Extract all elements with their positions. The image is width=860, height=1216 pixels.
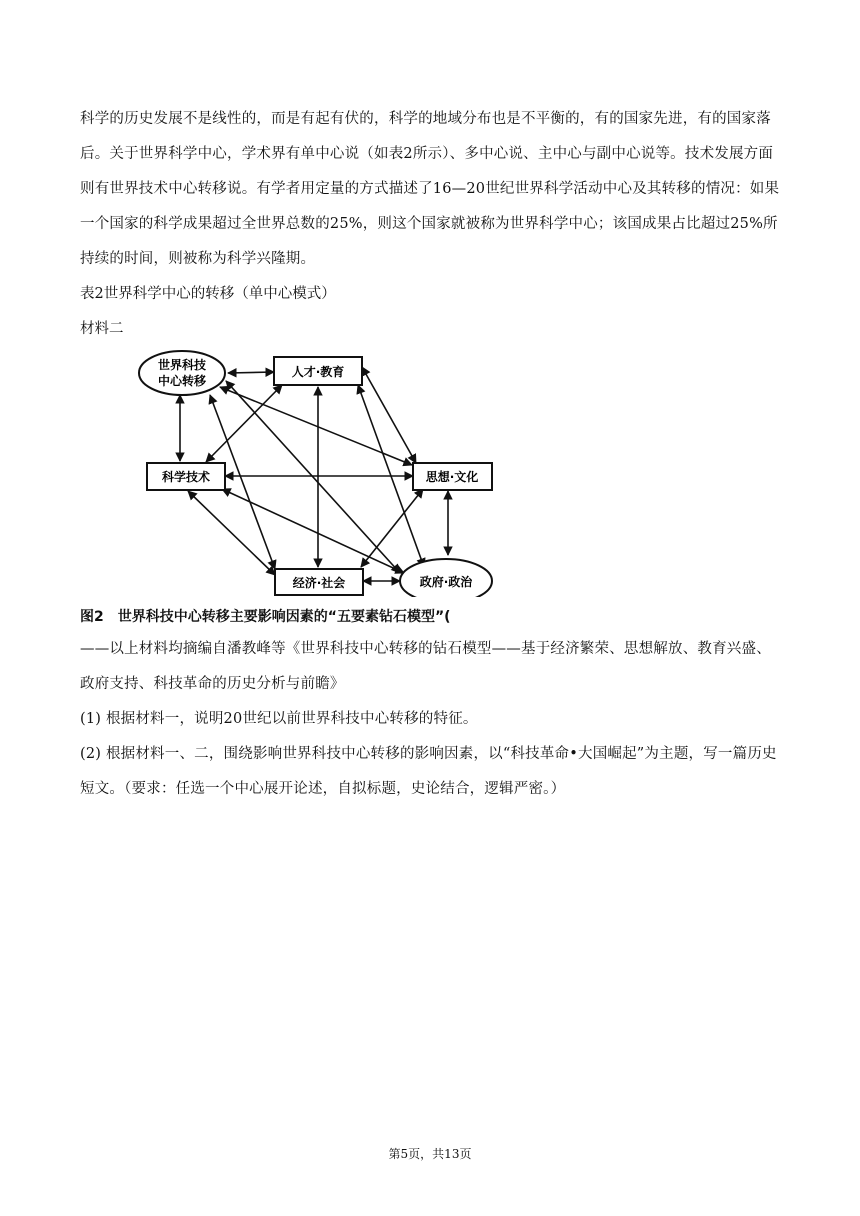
node-thought-culture: 思想·文化 bbox=[425, 470, 479, 484]
node-center-line2: 中心转移 bbox=[157, 374, 207, 388]
node-science-technology: 科学技术 bbox=[161, 470, 211, 484]
source-note: ——以上材料均摘编自潘教峰等《世界科技中心转移的钻石模型——基于经济繁荣、思想解放、教育兴盛、政府支持、科技革命的历史分析与前瞻》 bbox=[80, 641, 771, 692]
node-talent-education: 人才·教育 bbox=[291, 365, 345, 379]
node-government-politics: 政府·政治 bbox=[419, 575, 473, 589]
table-caption: 表2世界科学中心的转移（单中心模式） bbox=[80, 286, 336, 302]
diamond-model-diagram bbox=[132, 345, 512, 597]
node-center-line1: 世界科技 bbox=[157, 358, 207, 372]
page-footer: 第5页，共13页 bbox=[388, 1147, 472, 1161]
material-paragraph: 科学的历史发展不是线性的，而是有起有伏的，科学的地域分布也是不平衡的，有的国家先进，有的国家落后。关于世界科学中心，学术界有单中心说（如表2所示）、多中心说、主中心与副中心说等。技术发展方面则有世界技术中心转移说。有学者用定量的方式描述了16—20世纪世界科学活动中心及其转移的情况：如果一个国家的科学成果超过全世界总数的25%，则这个国家就被称为世界科学中心；该国成果占比超过25%所持续的时间，则被称为科学兴隆期。 bbox=[80, 111, 780, 267]
question-1: (1) 根据材料一，说明20世纪以前世界科技中心转移的特征。 bbox=[80, 711, 478, 727]
question-2: (2) 根据材料一、二，围绕影响世界科技中心转移的影响因素，以“科技革命•大国崛起”为主题，写一篇历史短文。（要求：任选一个中心展开论述，自拟标题，史论结合，逻辑严密。） bbox=[80, 746, 777, 797]
diagram-caption: 图2 世界科技中心转移主要影响因素的“五要素钻石模型”( bbox=[80, 609, 451, 625]
material-2-label: 材料二 bbox=[80, 321, 124, 337]
node-economy-society: 经济·社会 bbox=[292, 576, 346, 590]
